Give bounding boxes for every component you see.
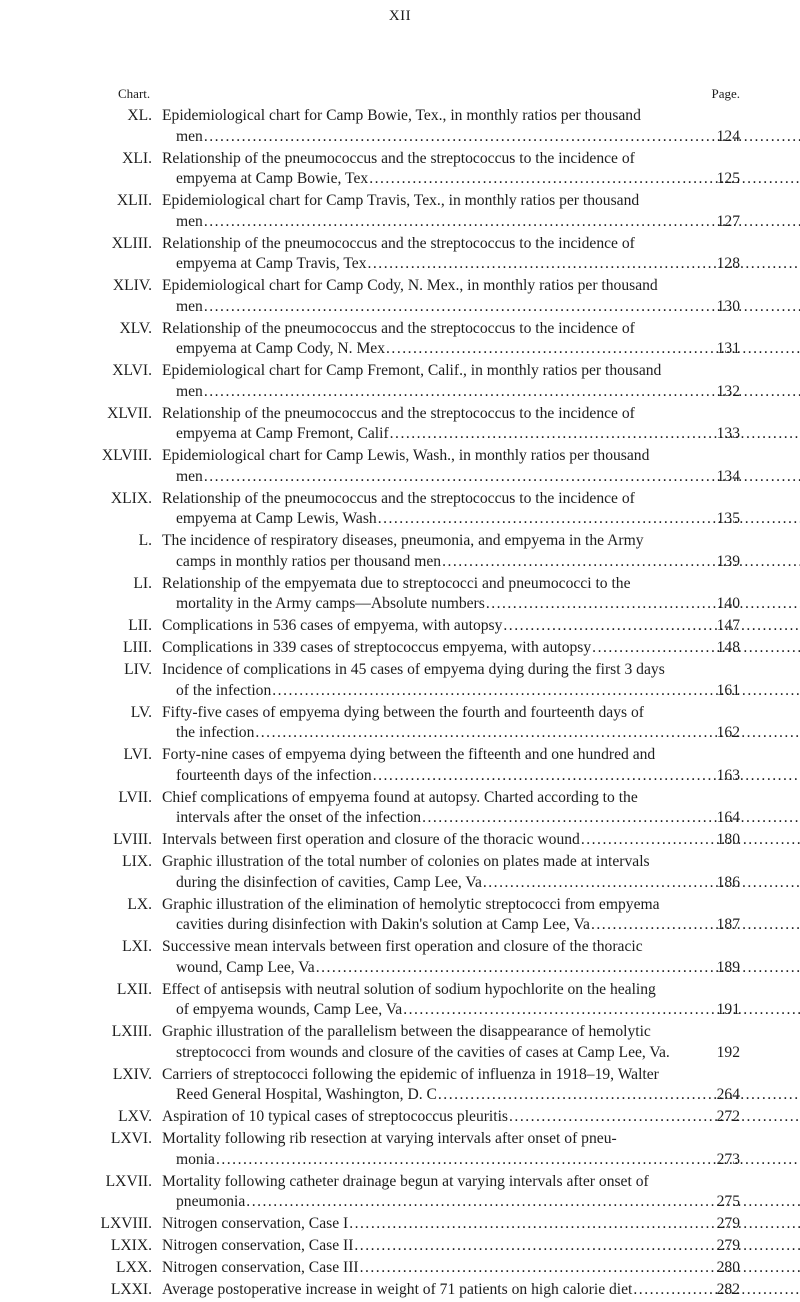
page-reference: 189 — [700, 958, 740, 979]
chart-number: LXXI. — [0, 1280, 152, 1301]
chart-number: LVII. — [0, 788, 152, 809]
description-line: men — [176, 213, 203, 230]
page-reference: 134 — [700, 467, 740, 488]
chart-description — [162, 531, 710, 572]
toc-entry — [0, 446, 800, 487]
description-line: Fifty-five cases of empyema dying between the fourth and fourteenth days of — [162, 703, 710, 724]
chart-description — [162, 404, 710, 445]
description-line: camps in monthly ratios per thousand men — [176, 553, 441, 570]
toc-entry — [0, 703, 800, 744]
chart-description — [162, 574, 710, 615]
description-line: cavities during disinfection with Dakin's solution at Camp Lee, Va — [176, 916, 590, 933]
toc-entry — [0, 1129, 800, 1170]
chart-number: XLI. — [0, 149, 152, 170]
description-line: wound, Camp Lee, Va — [176, 959, 315, 976]
toc-entry — [0, 1258, 800, 1279]
page-number: XII — [0, 8, 800, 25]
page-reference: 192 — [700, 1043, 740, 1064]
description-line: Carriers of streptococci following the epidemic of influenza in 1918–19, Walter — [162, 1065, 710, 1086]
description-line: during the disinfection of cavities, Camp Lee, Va — [176, 874, 482, 891]
page-reference: 187 — [700, 915, 740, 936]
chart-description — [162, 489, 710, 530]
description-line: Relationship of the pneumococcus and the streptococcus to the incidence of — [162, 149, 710, 170]
chart-description — [162, 638, 710, 659]
page-reference: 275 — [700, 1192, 740, 1213]
description-line: Relationship of the pneumococcus and the streptococcus to the incidence of — [162, 234, 710, 255]
page-reference: 279 — [700, 1236, 740, 1257]
chart-description — [162, 106, 710, 147]
description-line: Complications in 536 cases of empyema, with autopsy — [162, 617, 502, 634]
chart-description — [162, 191, 710, 232]
toc-entry — [0, 937, 800, 978]
description-line: the infection — [176, 724, 254, 741]
page-reference: 191 — [700, 1000, 740, 1021]
toc-entry — [0, 489, 800, 530]
description-line: empyema at Camp Cody, N. Mex — [176, 340, 385, 357]
page-reference: 161 — [700, 681, 740, 702]
page-reference: 163 — [700, 766, 740, 787]
chart-description — [162, 852, 710, 893]
description-line: Relationship of the pneumococcus and the streptococcus to the incidence of — [162, 404, 710, 425]
dot-leader — [509, 1108, 800, 1125]
dot-leader — [403, 1001, 800, 1018]
dot-leader — [592, 639, 800, 656]
chart-number: LXII. — [0, 980, 152, 1001]
chart-description — [162, 1107, 710, 1128]
chart-description — [162, 616, 710, 637]
page-reference: 124 — [700, 127, 740, 148]
description-line: Relationship of the pneumococcus and the streptococcus to the incidence of — [162, 319, 710, 340]
chart-number: LXVII. — [0, 1172, 152, 1193]
description-line: Graphic illustration of the total number of colonies on plates made at intervals — [162, 852, 710, 873]
chart-number: LXVIII. — [0, 1214, 152, 1235]
toc-entry — [0, 788, 800, 829]
chart-number: LXI. — [0, 937, 152, 958]
description-line: of empyema wounds, Camp Lee, Va — [176, 1001, 402, 1018]
chart-number: XLIII. — [0, 234, 152, 255]
table-of-charts — [0, 106, 800, 1302]
description-line: Forty-nine cases of empyema dying between the fifteenth and one hundred and — [162, 745, 710, 766]
chart-description — [162, 1280, 710, 1301]
chart-number: LVIII. — [0, 830, 152, 851]
chart-number: XLIV. — [0, 276, 152, 297]
toc-entry — [0, 895, 800, 936]
page-reference: 282 — [700, 1280, 740, 1301]
description-line: of the infection — [176, 682, 271, 699]
chart-description — [162, 1022, 710, 1063]
chart-number: LXIV. — [0, 1065, 152, 1086]
description-line: monia — [176, 1151, 215, 1168]
toc-entry — [0, 1065, 800, 1106]
page-reference: 147 — [700, 616, 740, 637]
chart-number: LI. — [0, 574, 152, 595]
description-line: Intervals between first operation and closure of the thoracic wound — [162, 831, 580, 848]
toc-entry — [0, 745, 800, 786]
toc-entry — [0, 234, 800, 275]
toc-entry — [0, 1172, 800, 1213]
description-line: Nitrogen conservation, Case I — [162, 1215, 348, 1232]
page-reference: 162 — [700, 723, 740, 744]
page-reference: 135 — [700, 509, 740, 530]
chart-description — [162, 788, 710, 829]
description-line: Epidemiological chart for Camp Cody, N. Mex., in monthly ratios per thousand — [162, 276, 710, 297]
toc-entry — [0, 106, 800, 147]
dot-leader — [581, 831, 800, 848]
chart-number: LXIX. — [0, 1236, 152, 1257]
description-line: Relationship of the empyemata due to streptococci and pneumococci to the — [162, 574, 710, 595]
description-line: Successive mean intervals between first operation and closure of the thoracic — [162, 937, 710, 958]
page-reference: 280 — [700, 1258, 740, 1279]
description-line: Reed General Hospital, Washington, D. C — [176, 1086, 437, 1103]
chart-number: XLV. — [0, 319, 152, 340]
description-line: streptococci from wounds and closure of the cavities of cases at Camp Lee, Va. — [176, 1044, 670, 1061]
description-line: pneumonia — [176, 1193, 245, 1210]
chart-description — [162, 703, 710, 744]
description-line: Graphic illustration of the elimination of hemolytic streptococci from empyema — [162, 895, 710, 916]
chart-description — [162, 1172, 710, 1213]
toc-entry — [0, 149, 800, 190]
chart-description — [162, 149, 710, 190]
description-line: men — [176, 383, 203, 400]
page-reference: 130 — [700, 297, 740, 318]
chart-description — [162, 1236, 710, 1257]
chart-number: LIII. — [0, 638, 152, 659]
toc-entry — [0, 616, 800, 637]
dot-leader — [422, 809, 800, 826]
chart-description — [162, 1129, 710, 1170]
page-reference: 133 — [700, 424, 740, 445]
description-line: Epidemiological chart for Camp Lewis, Wash., in monthly ratios per thousand — [162, 446, 710, 467]
toc-entry — [0, 1022, 800, 1063]
dot-leader — [486, 595, 800, 612]
page-reference: 272 — [700, 1107, 740, 1128]
toc-entry — [0, 531, 800, 572]
page-reference: 186 — [700, 873, 740, 894]
chart-number: XLIX. — [0, 489, 152, 510]
dot-leader — [438, 1086, 800, 1103]
chart-description — [162, 361, 710, 402]
chart-description — [162, 830, 710, 851]
page-reference: 128 — [700, 254, 740, 275]
page-column-header: Page. — [711, 86, 740, 102]
description-line: Graphic illustration of the parallelism between the disappearance of hemolytic — [162, 1022, 710, 1043]
chart-number: LIV. — [0, 660, 152, 681]
chart-description — [162, 1258, 710, 1279]
chart-number: LXIII. — [0, 1022, 152, 1043]
toc-entry — [0, 980, 800, 1021]
description-line: Incidence of complications in 45 cases of empyema dying during the first 3 days — [162, 660, 710, 681]
toc-entry — [0, 191, 800, 232]
toc-entry — [0, 361, 800, 402]
chart-number: XL. — [0, 106, 152, 127]
chart-number: LXV. — [0, 1107, 152, 1128]
page-reference: 140 — [700, 594, 740, 615]
dot-leader — [442, 553, 800, 570]
chart-description — [162, 937, 710, 978]
chart-number: L. — [0, 531, 152, 552]
description-line: Relationship of the pneumococcus and the streptococcus to the incidence of — [162, 489, 710, 510]
page-reference: 180 — [700, 830, 740, 851]
description-line: empyema at Camp Travis, Tex — [176, 255, 367, 272]
description-line: fourteenth days of the infection — [176, 767, 372, 784]
chart-description — [162, 234, 710, 275]
page-reference: 164 — [700, 808, 740, 829]
chart-number: XLVII. — [0, 404, 152, 425]
page-reference: 279 — [700, 1214, 740, 1235]
chart-column-header: Chart. — [118, 86, 150, 102]
description-line: Nitrogen conservation, Case III — [162, 1259, 359, 1276]
toc-entry — [0, 1236, 800, 1257]
description-line: intervals after the onset of the infection — [176, 809, 421, 826]
chart-number: XLVIII. — [0, 446, 152, 467]
description-line: empyema at Camp Bowie, Tex — [176, 170, 368, 187]
chart-number: LIX. — [0, 852, 152, 873]
description-line: Epidemiological chart for Camp Travis, Tex., in monthly ratios per thousand — [162, 191, 710, 212]
toc-entry — [0, 1280, 800, 1301]
description-line: men — [176, 128, 203, 145]
chart-description — [162, 745, 710, 786]
description-line: empyema at Camp Fremont, Calif — [176, 425, 389, 442]
chart-number: LXVI. — [0, 1129, 152, 1150]
chart-number: LII. — [0, 616, 152, 637]
page-reference: 264 — [700, 1085, 740, 1106]
chart-description — [162, 660, 710, 701]
toc-entry — [0, 276, 800, 317]
page-reference: 139 — [700, 552, 740, 573]
description-line: men — [176, 468, 203, 485]
page-reference: 125 — [700, 169, 740, 190]
chart-description — [162, 319, 710, 360]
description-line: Aspiration of 10 typical cases of streptococcus pleuritis — [162, 1108, 508, 1125]
chart-description — [162, 1214, 710, 1235]
toc-entry — [0, 852, 800, 893]
toc-entry — [0, 404, 800, 445]
description-line: Chief complications of empyema found at autopsy. Charted according to the — [162, 788, 710, 809]
page-reference: 131 — [700, 339, 740, 360]
chart-number: LX. — [0, 895, 152, 916]
page-reference: 132 — [700, 382, 740, 403]
description-line: Nitrogen conservation, Case II — [162, 1237, 353, 1254]
description-line: Epidemiological chart for Camp Bowie, Tex., in monthly ratios per thousand — [162, 106, 710, 127]
dot-leader — [591, 916, 800, 933]
toc-entry — [0, 1107, 800, 1128]
chart-description — [162, 1065, 710, 1106]
chart-description — [162, 980, 710, 1021]
description-line: The incidence of respiratory diseases, pneumonia, and empyema in the Army — [162, 531, 710, 552]
description-line: Average postoperative increase in weight of 71 patients on high calorie diet — [162, 1281, 632, 1298]
chart-description — [162, 446, 710, 487]
toc-entry — [0, 660, 800, 701]
page-reference: 273 — [700, 1150, 740, 1171]
description-line: empyema at Camp Lewis, Wash — [176, 510, 377, 527]
description-line: men — [176, 298, 203, 315]
dot-leader — [503, 617, 800, 634]
toc-entry — [0, 574, 800, 615]
dot-leader — [483, 874, 800, 891]
toc-entry — [0, 638, 800, 659]
page-reference: 127 — [700, 212, 740, 233]
chart-number: XLVI. — [0, 361, 152, 382]
toc-entry — [0, 319, 800, 360]
description-line: Effect of antisepsis with neutral solution of sodium hypochlorite on the healing — [162, 980, 710, 1001]
chart-description — [162, 276, 710, 317]
description-line: Epidemiological chart for Camp Fremont, Calif., in monthly ratios per thousand — [162, 361, 710, 382]
description-line: Mortality following rib resection at varying intervals after onset of pneu- — [162, 1129, 710, 1150]
page-reference: 148 — [700, 638, 740, 659]
description-line: Complications in 339 cases of streptococcus empyema, with autopsy — [162, 639, 591, 656]
chart-number: LXX. — [0, 1258, 152, 1279]
chart-number: LVI. — [0, 745, 152, 766]
chart-description — [162, 895, 710, 936]
toc-entry — [0, 1214, 800, 1235]
description-line: mortality in the Army camps—Absolute numbers — [176, 595, 485, 612]
chart-number: XLII. — [0, 191, 152, 212]
description-line: Mortality following catheter drainage begun at varying intervals after onset of — [162, 1172, 710, 1193]
chart-number: LV. — [0, 703, 152, 724]
toc-entry — [0, 830, 800, 851]
